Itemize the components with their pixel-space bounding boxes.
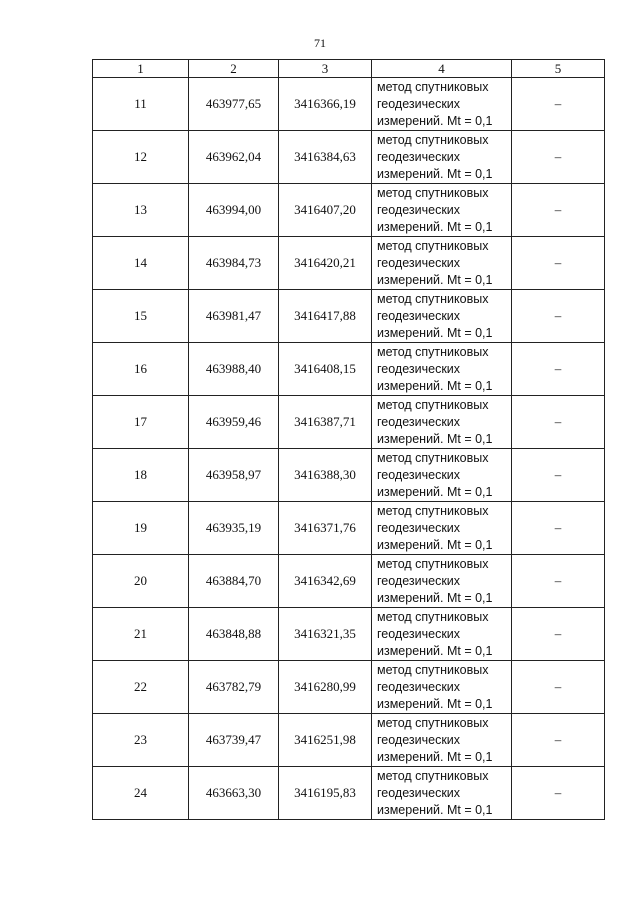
method-text-line: геодезических (377, 202, 461, 217)
method-text-line: метод спутниковых (377, 344, 489, 359)
y-coordinate-cell: 3416195,83 (279, 767, 372, 820)
method-cell (372, 343, 512, 396)
method-text-line: геодезических (377, 96, 461, 111)
method-text-line: геодезических (377, 573, 461, 588)
column-header-5: 5 (512, 60, 605, 78)
point-number-cell: 11 (93, 78, 189, 131)
point-number-cell: 14 (93, 237, 189, 290)
method-text-line: геодезических (377, 626, 461, 641)
table-row (93, 608, 605, 661)
x-coordinate-cell: 463782,79 (189, 661, 279, 714)
method-cell (372, 608, 512, 661)
method-text-line: метод спутниковых (377, 768, 489, 783)
point-number-cell: 21 (93, 608, 189, 661)
point-number-cell: 18 (93, 449, 189, 502)
method-text-line: метод спутниковых (377, 662, 489, 677)
y-coordinate-cell: 3416366,19 (279, 78, 372, 131)
point-number-cell: 24 (93, 767, 189, 820)
note-cell: – (512, 555, 605, 608)
x-coordinate-cell: 463958,97 (189, 449, 279, 502)
method-cell (372, 449, 512, 502)
table-row (93, 290, 605, 343)
note-cell: – (512, 184, 605, 237)
point-number-cell: 12 (93, 131, 189, 184)
note-cell: – (512, 449, 605, 502)
x-coordinate-cell: 463981,47 (189, 290, 279, 343)
table-row (93, 78, 605, 131)
y-coordinate-cell: 3416371,76 (279, 502, 372, 555)
x-coordinate-cell: 463739,47 (189, 714, 279, 767)
method-cell (372, 237, 512, 290)
table-row (93, 661, 605, 714)
table-row (93, 555, 605, 608)
method-text-line: измерений. Mt = 0,1 (377, 378, 493, 393)
table-row (93, 714, 605, 767)
column-header-3: 3 (279, 60, 372, 78)
point-number-cell: 23 (93, 714, 189, 767)
table-row (93, 343, 605, 396)
method-text-line: измерений. Mt = 0,1 (377, 113, 493, 128)
method-cell (372, 714, 512, 767)
x-coordinate-cell: 463663,30 (189, 767, 279, 820)
x-coordinate-cell: 463962,04 (189, 131, 279, 184)
method-text-line: измерений. Mt = 0,1 (377, 802, 493, 817)
point-number-cell: 22 (93, 661, 189, 714)
method-text-line: измерений. Mt = 0,1 (377, 749, 493, 764)
method-text-line: геодезических (377, 520, 461, 535)
method-cell (372, 290, 512, 343)
method-text-line: геодезических (377, 785, 461, 800)
table-row (93, 396, 605, 449)
method-cell (372, 767, 512, 820)
method-text-line: метод спутниковых (377, 503, 489, 518)
method-text-line: измерений. Mt = 0,1 (377, 643, 493, 658)
x-coordinate-cell: 463988,40 (189, 343, 279, 396)
y-coordinate-cell: 3416384,63 (279, 131, 372, 184)
y-coordinate-cell: 3416251,98 (279, 714, 372, 767)
note-cell: – (512, 78, 605, 131)
method-text-line: измерений. Mt = 0,1 (377, 484, 493, 499)
method-text-line: геодезических (377, 255, 461, 270)
y-coordinate-cell: 3416342,69 (279, 555, 372, 608)
method-text-line: метод спутниковых (377, 397, 489, 412)
y-coordinate-cell: 3416407,20 (279, 184, 372, 237)
y-coordinate-cell: 3416417,88 (279, 290, 372, 343)
column-header-4: 4 (372, 60, 512, 78)
table-row (93, 237, 605, 290)
point-number-cell: 13 (93, 184, 189, 237)
method-text-line: метод спутниковых (377, 609, 489, 624)
method-text-line: измерений. Mt = 0,1 (377, 219, 493, 234)
note-cell: – (512, 396, 605, 449)
note-cell: – (512, 131, 605, 184)
method-text-line: метод спутниковых (377, 556, 489, 571)
column-header-2: 2 (189, 60, 279, 78)
x-coordinate-cell: 463984,73 (189, 237, 279, 290)
point-number-cell: 16 (93, 343, 189, 396)
point-number-cell: 19 (93, 502, 189, 555)
x-coordinate-cell: 463848,88 (189, 608, 279, 661)
coordinates-table (92, 59, 605, 820)
method-text-line: геодезических (377, 149, 461, 164)
table-body (93, 78, 605, 820)
note-cell: – (512, 343, 605, 396)
method-text-line: метод спутниковых (377, 450, 489, 465)
y-coordinate-cell: 3416408,15 (279, 343, 372, 396)
note-cell: – (512, 767, 605, 820)
method-text-line: геодезических (377, 308, 461, 323)
x-coordinate-cell: 463935,19 (189, 502, 279, 555)
table-row (93, 131, 605, 184)
table-row (93, 502, 605, 555)
table-row (93, 767, 605, 820)
method-text-line: геодезических (377, 679, 461, 694)
y-coordinate-cell: 3416387,71 (279, 396, 372, 449)
x-coordinate-cell: 463994,00 (189, 184, 279, 237)
y-coordinate-cell: 3416420,21 (279, 237, 372, 290)
note-cell: – (512, 237, 605, 290)
method-text-line: измерений. Mt = 0,1 (377, 696, 493, 711)
note-cell: – (512, 608, 605, 661)
method-text-line: метод спутниковых (377, 79, 489, 94)
method-text-line: измерений. Mt = 0,1 (377, 166, 493, 181)
point-number-cell: 17 (93, 396, 189, 449)
method-text-line: метод спутниковых (377, 185, 489, 200)
method-cell (372, 78, 512, 131)
method-text-line: геодезических (377, 467, 461, 482)
y-coordinate-cell: 3416321,35 (279, 608, 372, 661)
page-number: 71 (314, 36, 326, 50)
method-text-line: метод спутниковых (377, 238, 489, 253)
x-coordinate-cell: 463977,65 (189, 78, 279, 131)
method-cell (372, 184, 512, 237)
x-coordinate-cell: 463959,46 (189, 396, 279, 449)
y-coordinate-cell: 3416388,30 (279, 449, 372, 502)
method-cell (372, 396, 512, 449)
method-cell (372, 502, 512, 555)
method-text-line: измерений. Mt = 0,1 (377, 590, 493, 605)
column-header-1: 1 (93, 60, 189, 78)
note-cell: – (512, 502, 605, 555)
point-number-cell: 20 (93, 555, 189, 608)
table-row (93, 449, 605, 502)
method-text-line: метод спутниковых (377, 291, 489, 306)
method-text-line: геодезических (377, 414, 461, 429)
method-text-line: метод спутниковых (377, 715, 489, 730)
method-cell (372, 555, 512, 608)
method-text-line: измерений. Mt = 0,1 (377, 325, 493, 340)
method-text-line: метод спутниковых (377, 132, 489, 147)
y-coordinate-cell: 3416280,99 (279, 661, 372, 714)
method-text-line: геодезических (377, 732, 461, 747)
note-cell: – (512, 714, 605, 767)
method-text-line: измерений. Mt = 0,1 (377, 431, 493, 446)
note-cell: – (512, 661, 605, 714)
point-number-cell: 15 (93, 290, 189, 343)
method-cell (372, 131, 512, 184)
method-text-line: измерений. Mt = 0,1 (377, 537, 493, 552)
note-cell: – (512, 290, 605, 343)
table-row (93, 184, 605, 237)
method-text-line: геодезических (377, 361, 461, 376)
table-header-row (93, 60, 605, 78)
x-coordinate-cell: 463884,70 (189, 555, 279, 608)
method-cell (372, 661, 512, 714)
method-text-line: измерений. Mt = 0,1 (377, 272, 493, 287)
